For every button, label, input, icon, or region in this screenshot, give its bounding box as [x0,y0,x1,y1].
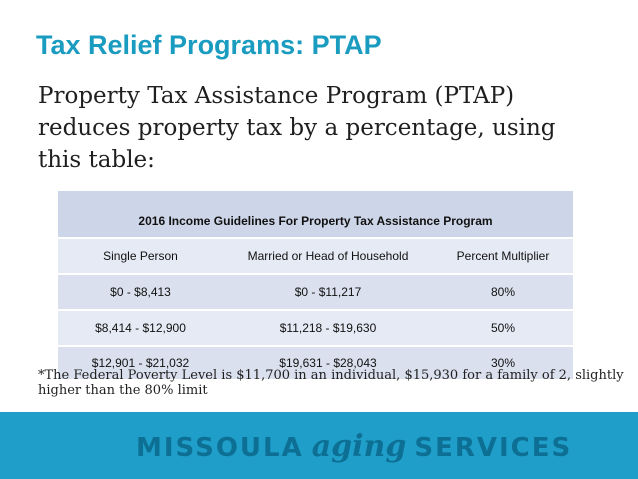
column-header-single: Single Person [58,239,223,275]
slide-title: Tax Relief Programs: PTAP [36,30,382,60]
logo-word-missoula: MISSOULA [136,433,304,463]
table-caption: 2016 Income Guidelines For Property Tax Assistance Program [58,191,573,239]
table-cell: $11,218 - $19,630 [223,311,433,347]
table-row [58,275,573,311]
table-header-row [58,239,573,275]
table-cell: 30% [433,347,573,381]
footnote: *The Federal Poverty Level is $11,700 in an individual, $15,930 for a family of 2, slightly higher than the 80% limit [38,368,624,398]
logo-word-services: SERVICES [414,433,573,463]
logo-word-aging: aging [311,429,407,464]
intro-text: Property Tax Assistance Program (PTAP) reduces property tax by a percentage, using this table: [38,83,556,173]
column-header-multiplier: Percent Multiplier [433,239,573,275]
table-cell: 80% [433,275,573,311]
missoula-aging-services-logo [136,429,573,464]
table-cell: $0 - $8,413 [58,275,223,311]
column-header-married: Married or Head of Household [223,239,433,275]
income-guidelines-table [58,191,573,381]
footer-banner [0,412,638,479]
table-cell: $12,901 - $21,032 [58,347,223,381]
table-caption-row [58,191,573,239]
table-row [58,311,573,347]
income-guidelines-table-container [58,191,573,381]
table-cell: $19,631 - $28,043 [223,347,433,381]
table-cell: $8,414 - $12,900 [58,311,223,347]
table-cell: $0 - $11,217 [223,275,433,311]
table-cell: 50% [433,311,573,347]
